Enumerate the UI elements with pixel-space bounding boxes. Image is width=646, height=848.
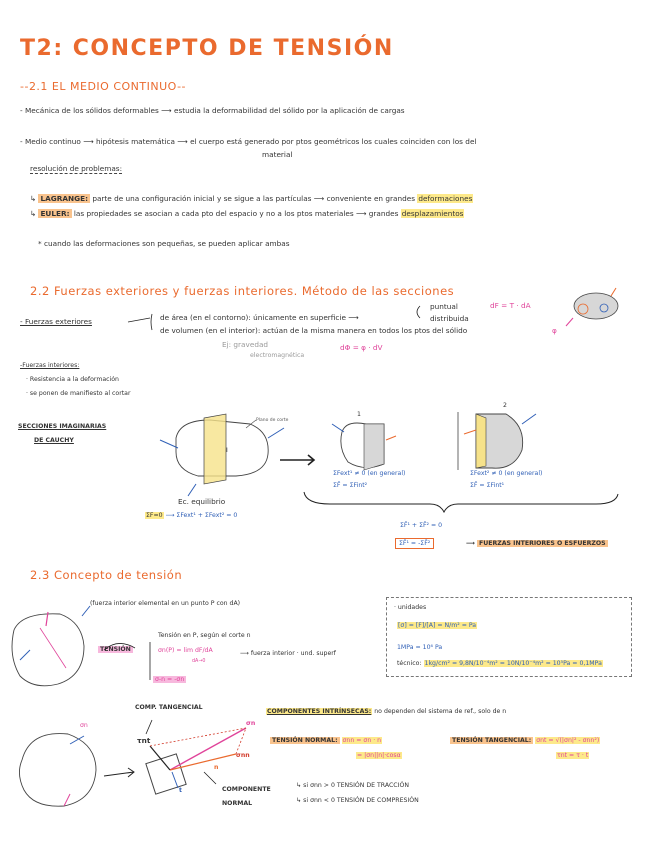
resolucion-heading: resolución de problemas: [30, 164, 123, 173]
force-arrow-icon [160, 440, 178, 448]
tension-tang-eq2: τnt = τ · t [557, 752, 589, 759]
compresion-line: ↳ si σnn < 0 TENSIÓN DE COMPRESIÓN [296, 797, 419, 804]
section-3-heading: 2.3 Concepto de tensión [30, 568, 183, 582]
label-1: 1 [357, 411, 361, 418]
unidades-label: · unidades [394, 604, 427, 611]
tension-text: Tensión en P, según el corte n [158, 632, 251, 639]
sum-int-1: ΣF̄ = ΣFint² [333, 482, 368, 489]
projection-line [150, 728, 246, 746]
sum-ext-2: ΣFext² ≠ 0 (en general) [470, 470, 543, 477]
sum-ext-1: ΣFext¹ ≠ 0 (en general) [333, 470, 406, 477]
arrow-right-icon: ⟶ [177, 137, 188, 146]
force-arrow-icon [188, 484, 196, 496]
force-arrow-icon [522, 414, 536, 424]
sum-int-2: ΣF̄ = ΣFint¹ [470, 482, 505, 489]
sigma-n-left: σn [80, 722, 88, 729]
secciones-title-1: SECCIONES IMAGINARIAS [18, 423, 107, 430]
componentes-intrinsecas: COMPONENTES INTRÍNSECAS: no dependen del sistema de ref., solo de n [267, 708, 507, 715]
sigma-nn-arrow-icon [170, 754, 236, 770]
fuerza-int-unit: ⟶ fuerza interior · und. superf [240, 650, 336, 657]
resistencia-line: · Resistencia a la deformación [26, 376, 119, 383]
mpa-eq: 1MPa = 10⁶ Pa [397, 644, 443, 651]
tau-nt-label: τnt [137, 736, 151, 745]
force-arrow-icon [464, 430, 476, 434]
force-arrow-icon [332, 424, 344, 432]
pointer-icon [146, 720, 152, 734]
de-area-line: de área (en el contorno): únicamente en superficie ⟶ [160, 313, 359, 322]
arrow-right-icon [104, 768, 134, 777]
comp-tangencial-label: COMP. TANGENCIAL [135, 704, 203, 711]
df-area-eq: dF = T · dA [490, 301, 531, 310]
tension-body-icon [12, 614, 84, 686]
ec-equilibrio: Ec. equilibrio [178, 497, 226, 506]
force-arrow-icon [386, 436, 396, 440]
puntual: puntual [430, 302, 458, 311]
force-arrow-icon [268, 428, 284, 438]
f-def: (fuerza interior elemental en un punto P con dA) [90, 600, 241, 607]
tecnico-line: técnico: 1kg/cm² = 9,8N/10⁻⁴m² = 10N/10⁻⁴m² = 10⁵Pa = 0,1MPa [397, 660, 602, 667]
distribuida: distribuida [430, 314, 469, 323]
page-title: T2: CONCEPTO DE TENSIÓN [20, 36, 394, 61]
n-label: n [214, 764, 219, 771]
tension-normal-line: TENSIÓN NORMAL: σnn = σn · n [272, 737, 382, 744]
unidades-eq: [σ] = [F]/[A] = N/m² = Pa [398, 622, 477, 629]
sigma-limit-eq: σn(P) = lim dF/dA [158, 647, 213, 654]
line-material: material [262, 150, 293, 159]
pointer-icon [204, 772, 216, 784]
tau-arrow-icon [150, 746, 170, 770]
element-square-icon [146, 754, 186, 794]
arrow-icon [566, 318, 573, 326]
fuerzas-interiores: -Fuerzas interiores: [20, 362, 80, 369]
brace-icon [417, 306, 420, 318]
note-pequenas: * cuando las deformaciones son pequeñas, se pueden aplicar ambas [38, 239, 290, 248]
section-1-heading: --2.1 EL MEDIO CONTINUO-- [20, 80, 187, 93]
line-mecanica: - Mecánica de los sólidos deformables ⟶ estudia la deformabilidad del sólido por la aplicación de cargas [20, 106, 405, 115]
brace-icon [151, 314, 152, 330]
comp-normal-1: COMPONENTE [222, 786, 271, 793]
secciones-title-2: DE CAUCHY [34, 437, 74, 444]
section-2-heading: 2.2 Fuerzas exteriores y fuerzas interiores. Método de las secciones [30, 284, 455, 298]
comp-normal-2: NORMAL [222, 800, 253, 807]
components-body-icon [19, 734, 96, 807]
arrow-right-icon [128, 318, 150, 322]
plano-corte-label: Plano de corte [256, 418, 289, 423]
ec-equilibrio-eq: ΣF=0 ⟶ ΣFext¹ + ΣFext² = 0 [146, 512, 238, 519]
t-arrow-icon [172, 772, 178, 788]
phi-label: φ [552, 326, 557, 335]
t-label: t [179, 787, 182, 794]
tension-label: TENSIÓN [100, 646, 131, 653]
solid-body-icon [574, 293, 618, 319]
electromagnetica: electromagnética [250, 352, 305, 359]
line-medio-continuo: - Medio continuo ⟶ hipótesis matemática ⟶ el cuerpo está generado por ptos geométricos los cuales coinciden con los del [20, 137, 477, 146]
force-arrow-icon [64, 794, 70, 806]
label-2: 2 [503, 402, 507, 409]
lagrange-line: ↳ LAGRANGE: parte de una configuración inicial y se sigue a las partículas ⟶ conveniente en grandes deformaciones [30, 194, 473, 203]
limit-sub: dA→0 [192, 659, 206, 664]
arrow-right-icon: ⟶ [161, 106, 172, 115]
brace-icon [104, 643, 135, 650]
arrow-right-icon: ⟶ [83, 137, 94, 146]
tension-tangencial-line: TENSIÓN TANGENCIAL: σnt = √(|σn|² - σnn²) [452, 737, 600, 744]
force-arrow-icon [70, 736, 84, 744]
manifiesto-line: · se ponen de manifiesto al cortar [26, 390, 131, 397]
tension-normal-eq2: = |σn||n|·cosα [357, 752, 401, 759]
big-arrow-icon [280, 455, 314, 465]
brace-icon [304, 492, 618, 512]
part-2-section-icon [476, 414, 486, 468]
ej-gravedad: Ej: gravedad [222, 340, 269, 349]
part-1-section-icon [364, 424, 384, 470]
fuerzas-interiores-label: ⟶ FUERZAS INTERIORES O ESFUERZOS [466, 540, 606, 547]
sigma-neg: σ-n = -σn [155, 676, 185, 683]
force-arrow-icon [82, 606, 90, 616]
cutting-plane-icon [204, 414, 226, 484]
sigma-n-right: σn [246, 720, 256, 727]
de-volumen-line: de volumen (en el interior): actúan de la misma manera en todos los ptos del sólido [160, 326, 468, 335]
euler-line: ↳ EULER: las propiedades se asocian a cada pto del espacio y no a los ptos materiales ⟶ grandes desplazamientos [30, 209, 464, 218]
traccion-line: ↳ si σnn > 0 TENSIÓN DE TRACCIÓN [296, 782, 409, 789]
sum-eq: ΣF̄¹ + ΣF̄² = 0 [400, 522, 443, 529]
cut-line [40, 628, 66, 668]
sigma-n-arrow-icon [170, 728, 246, 770]
dphi-eq: dΦ = φ · dV [340, 343, 383, 352]
arrow-icon [611, 288, 616, 296]
fuerzas-exteriores: - Fuerzas exteriores [20, 317, 92, 326]
label-I: I [226, 447, 228, 454]
box-eq: ΣF̄¹ = -ΣF̄² [395, 538, 434, 549]
sigma-nn-label: σnn [236, 752, 250, 759]
force-arrow-icon [20, 650, 30, 660]
